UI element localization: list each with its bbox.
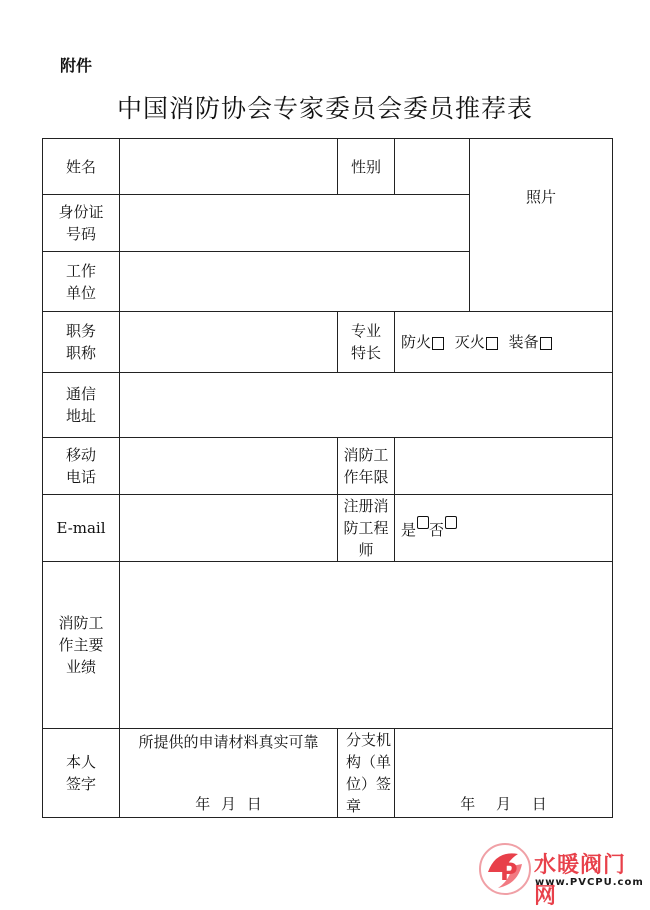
photo-cell[interactable] — [470, 139, 613, 312]
gender-label-cell — [338, 139, 395, 195]
specialty-label: 专业特长 — [350, 322, 381, 362]
id-number-label: 身份证号码 — [58, 203, 104, 243]
no-label: 否 — [429, 520, 445, 539]
recommendation-form — [42, 138, 613, 818]
branch-date: 年 月 日 — [460, 795, 547, 813]
position-title-field[interactable] — [120, 312, 338, 373]
branch-seal-field[interactable] — [395, 729, 613, 818]
signature-label: 本人签字 — [65, 753, 96, 793]
work-unit-label: 工作单位 — [65, 261, 96, 302]
gender-label: 性别 — [350, 157, 381, 176]
branch-label-cell — [338, 729, 395, 818]
email-label: E-mail — [56, 519, 106, 537]
signature-date: 年 月 日 — [195, 795, 262, 813]
achievements-field[interactable] — [120, 562, 613, 729]
name-label-cell — [43, 139, 120, 195]
registered-engineer-label: 注册消防工程师 — [343, 497, 389, 559]
specialty-label-cell — [338, 312, 395, 373]
branch-seal-label: 分支机构（单位）签章 — [346, 731, 392, 815]
mobile-field[interactable] — [120, 438, 338, 495]
specialty-option-equipment: 装备 — [508, 333, 539, 351]
yes-checkbox[interactable] — [417, 516, 429, 529]
specialty-options — [395, 312, 613, 373]
achievements-label-cell — [43, 562, 120, 729]
fire-prevention-checkbox[interactable] — [432, 337, 444, 350]
position-label-cell — [43, 312, 120, 373]
address-field[interactable] — [120, 373, 613, 438]
signature-field[interactable] — [120, 729, 338, 818]
signature-label-cell — [43, 729, 120, 818]
watermark — [478, 842, 648, 909]
work-unit-field[interactable] — [120, 252, 470, 312]
registered-label-cell — [338, 495, 395, 562]
name-field[interactable] — [120, 139, 338, 195]
declaration-text: 所提供的申请材料真实可靠 — [138, 733, 319, 751]
email-label-cell — [43, 495, 120, 562]
work-years-field[interactable] — [395, 438, 613, 495]
specialty-option-firefighting: 灭火 — [454, 333, 485, 351]
watermark-url: www.PVCPU.com — [535, 877, 644, 888]
logo-letter: P — [500, 858, 518, 886]
firefighting-checkbox[interactable] — [486, 337, 498, 350]
gender-field[interactable] — [395, 139, 470, 195]
achievements-label: 消防工作主要业绩 — [58, 614, 104, 676]
years-label-cell — [338, 438, 395, 495]
pvcpu-logo-icon — [478, 842, 532, 896]
specialty-option-fire-prevention: 防火 — [401, 333, 432, 351]
mobile-label: 移动电话 — [65, 446, 96, 486]
equipment-checkbox[interactable] — [540, 337, 552, 350]
yes-label: 是 — [401, 520, 417, 539]
email-field[interactable] — [120, 495, 338, 562]
id-number-field[interactable] — [120, 195, 470, 252]
address-label: 通信地址 — [65, 385, 96, 425]
form-title: 中国消防协会专家委员会委员推荐表 — [116, 94, 533, 123]
registered-options — [395, 495, 613, 562]
work-years-label: 消防工作年限 — [343, 446, 389, 486]
annex-label: 附件 — [60, 56, 93, 75]
id-label-cell — [43, 195, 120, 252]
name-label: 姓名 — [65, 157, 96, 176]
work-label-cell — [43, 252, 120, 312]
position-title-label: 职务职称 — [65, 322, 96, 362]
no-checkbox[interactable] — [445, 516, 457, 529]
photo-label: 照片 — [525, 188, 556, 206]
mobile-label-cell — [43, 438, 120, 495]
watermark-title: 水暖阀门网 — [534, 853, 627, 909]
address-label-cell — [43, 373, 120, 438]
